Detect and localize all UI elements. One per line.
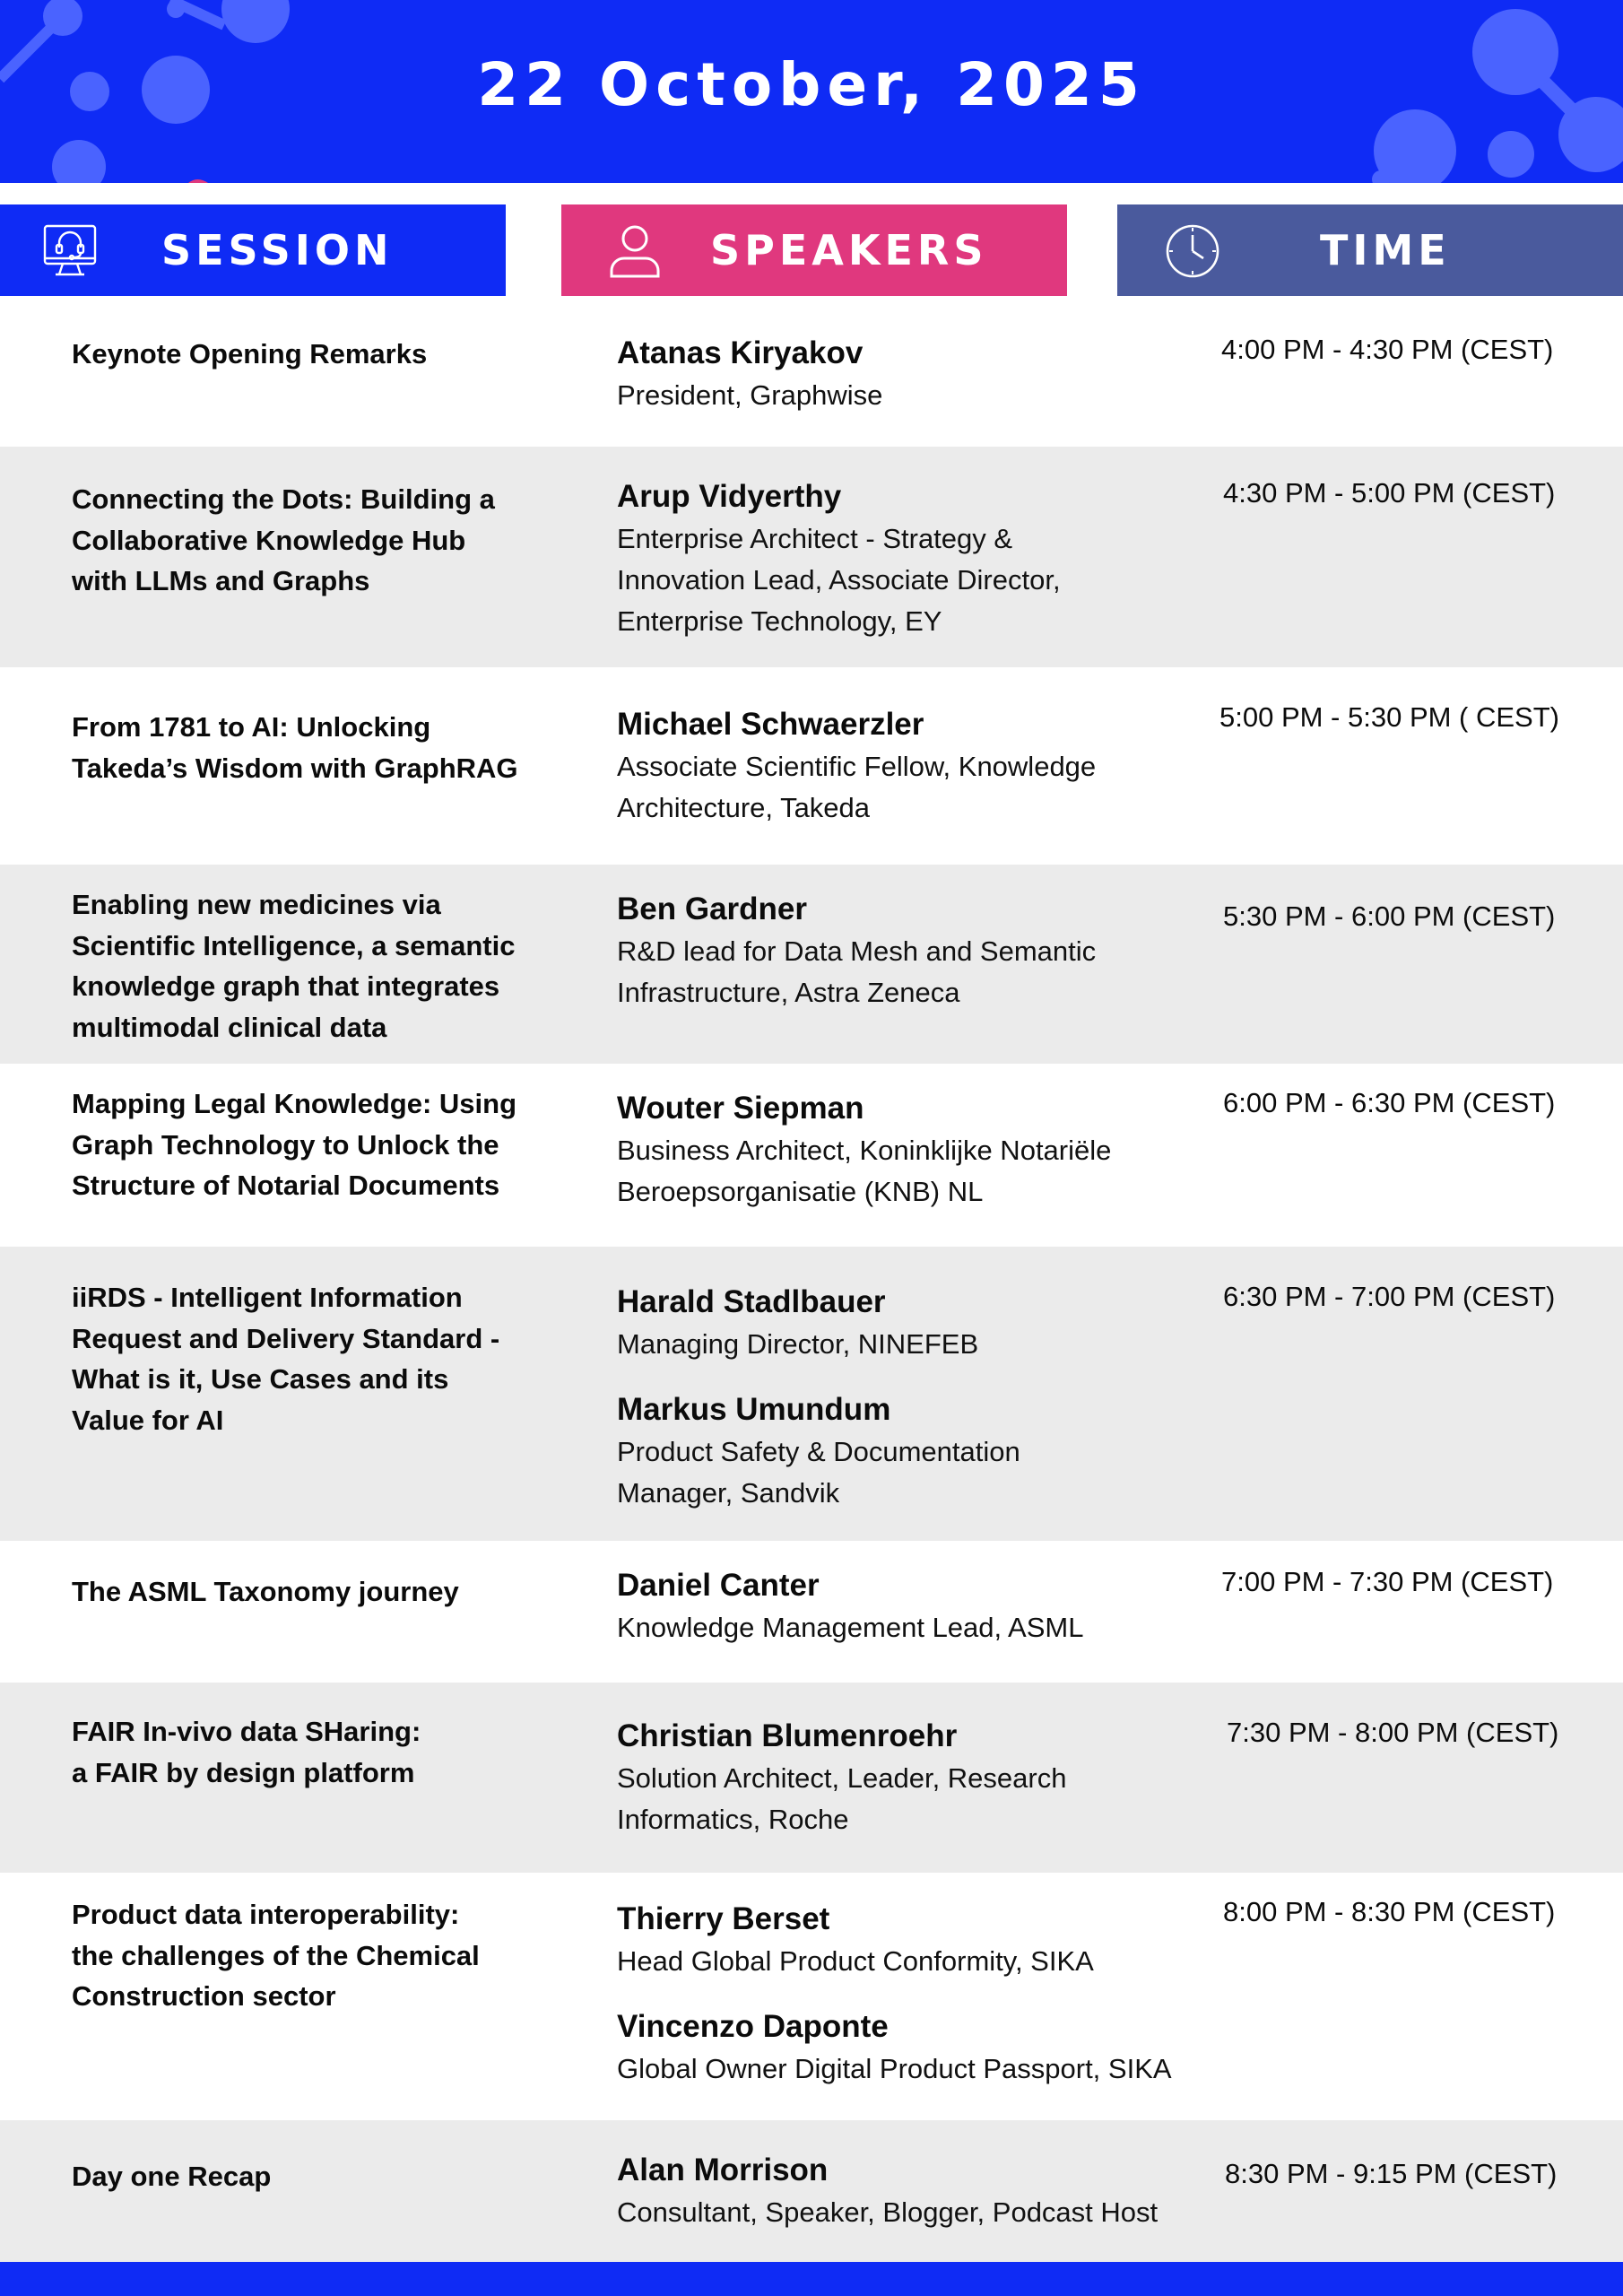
speaker	[617, 1281, 1119, 1365]
agenda-row	[0, 1541, 1623, 1683]
session-title: Mapping Legal Knowledge: Using Graph Technology to Unlock the Structure of Notarial Documents	[72, 1088, 516, 1201]
speaker-role: Consultant, Speaker, Blogger, Podcast Host	[617, 2196, 1159, 2228]
agenda-row	[0, 296, 1623, 447]
session-title: Product data interoperability: the challenges of the Chemical Construction sector	[72, 1899, 480, 2012]
speaker-name: Vincenzo Daponte	[617, 2009, 889, 2044]
speaker	[617, 2149, 1191, 2233]
speaker-role: Managing Director, NINEFEB	[617, 1328, 979, 1360]
session-title: Keynote Opening Remarks	[72, 338, 428, 370]
speaker	[617, 332, 1191, 416]
agenda-row	[0, 865, 1623, 1064]
speaker-role: R&D lead for Data Mesh and Semantic Infrastructure, Astra Zeneca	[617, 935, 1097, 1008]
speaker-name: Wouter Siepman	[617, 1091, 864, 1126]
speaker-role: Knowledge Management Lead, ASML	[617, 1612, 1084, 1643]
speaker-role: President, Graphwise	[617, 379, 883, 411]
speaker-role: Solution Architect, Leader, Research Informatics, Roche	[617, 1762, 1067, 1835]
speaker	[617, 2005, 1191, 2090]
session-time: 4:30 PM - 5:00 PM (CEST)	[1223, 477, 1556, 509]
session-title: The ASML Taxonomy journey	[72, 1576, 459, 1607]
session-time: 6:30 PM - 7:00 PM (CEST)	[1223, 1281, 1556, 1312]
time-header-label: TIME	[1320, 226, 1451, 274]
speaker	[617, 475, 1119, 642]
event-date: 22 October, 2025	[477, 50, 1146, 119]
person-icon	[606, 222, 664, 280]
speaker-name: Christian Blumenroehr	[617, 1718, 958, 1753]
session-time: 5:30 PM - 6:00 PM (CEST)	[1223, 900, 1556, 932]
session-time: 4:00 PM - 4:30 PM (CEST)	[1221, 334, 1554, 365]
speaker	[617, 1564, 1191, 1648]
speaker	[617, 703, 1137, 829]
speaker	[617, 1898, 1191, 1982]
session-header-label: SESSION	[161, 226, 394, 274]
agenda-row	[0, 1064, 1623, 1247]
agenda-row	[0, 2120, 1623, 2262]
session-time: 5:00 PM - 5:30 PM ( CEST)	[1219, 701, 1559, 733]
speaker	[617, 1388, 1083, 1514]
session-time: 7:00 PM - 7:30 PM (CEST)	[1221, 1566, 1554, 1597]
agenda-row	[0, 1683, 1623, 1873]
speaker-role: Enterprise Architect - Strategy & Innovation Lead, Associate Director, Enterprise Technology, EY	[617, 523, 1061, 637]
session-column-header	[0, 204, 506, 296]
session-time: 7:30 PM - 8:00 PM (CEST)	[1227, 1717, 1559, 1748]
agenda-row	[0, 667, 1623, 865]
headset-monitor-icon	[41, 222, 99, 280]
speaker-name: Thierry Berset	[617, 1901, 830, 1936]
session-time: 8:00 PM - 8:30 PM (CEST)	[1223, 1896, 1556, 1927]
speaker-role: Associate Scientific Fellow, Knowledge Architecture, Takeda	[617, 751, 1097, 823]
speaker-name: Michael Schwaerzler	[617, 707, 924, 742]
agenda-row	[0, 447, 1623, 667]
session-title: Connecting the Dots: Building a Collaborative Knowledge Hub with LLMs and Graphs	[72, 483, 495, 596]
clock-icon	[1164, 222, 1221, 280]
speaker-name: Harald Stadlbauer	[617, 1284, 886, 1319]
time-column-header	[1117, 204, 1623, 296]
speaker	[617, 888, 1137, 1013]
speaker-name: Markus Umundum	[617, 1392, 891, 1427]
speaker-role: Business Architect, Koninklijke Notariële Beroepsorganisatie (KNB) NL	[617, 1135, 1112, 1207]
speaker-name: Ben Gardner	[617, 891, 807, 926]
session-title: Day one Recap	[72, 2161, 272, 2192]
speaker-role: Product Safety & Documentation Manager, Sandvik	[617, 1436, 1020, 1509]
speakers-header-label: SPEAKERS	[710, 226, 988, 274]
speaker	[617, 1087, 1155, 1213]
session-title: FAIR In-vivo data SHaring: a FAIR by design platform	[72, 1716, 421, 1788]
session-time: 6:00 PM - 6:30 PM (CEST)	[1223, 1087, 1556, 1118]
speaker	[617, 1715, 1119, 1840]
speakers-column-header	[561, 204, 1067, 296]
speaker-name: Atanas Kiryakov	[617, 335, 864, 370]
speaker-name: Alan Morrison	[617, 2152, 829, 2187]
agenda-row	[0, 1247, 1623, 1541]
date-banner	[0, 0, 1623, 183]
session-title: From 1781 to AI: Unlocking Takeda’s Wisdom with GraphRAG	[72, 711, 518, 784]
session-time: 8:30 PM - 9:15 PM (CEST)	[1225, 2158, 1558, 2189]
speaker-name: Arup Vidyerthy	[617, 479, 842, 514]
footer-bar	[0, 2262, 1623, 2296]
session-title: Enabling new medicines via Scientific Intelligence, a semantic knowledge graph that integrates multimodal clinical data	[72, 889, 516, 1043]
speaker-name: Daniel Canter	[617, 1568, 820, 1603]
session-title: iiRDS - Intelligent Information Request and Delivery Standard - What is it, Use Cases and its Value for AI	[72, 1282, 500, 1436]
agenda-row	[0, 1873, 1623, 2120]
speaker-role: Head Global Product Conformity, SIKA	[617, 1945, 1094, 1977]
speaker-role: Global Owner Digital Product Passport, SIKA	[617, 2053, 1172, 2084]
